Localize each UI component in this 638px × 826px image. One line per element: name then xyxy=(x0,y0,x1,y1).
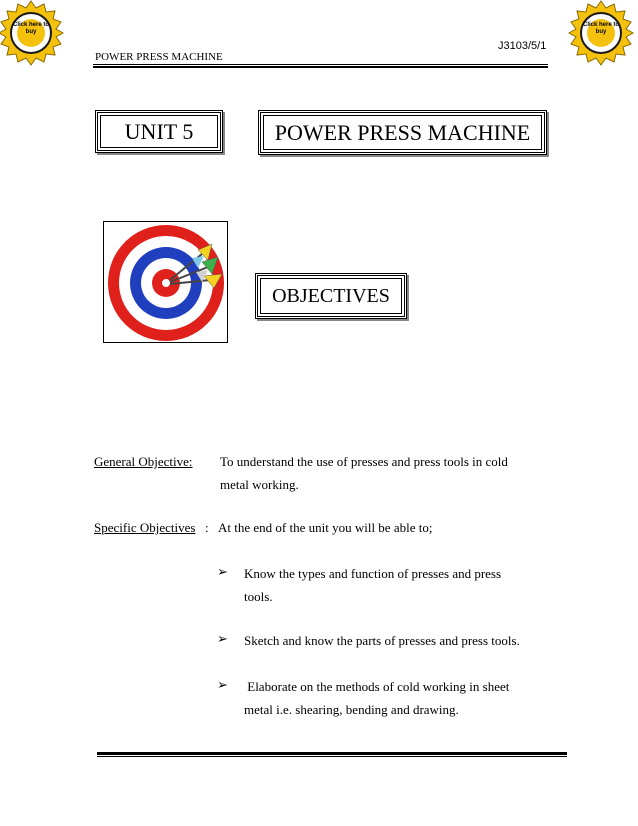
specific-objectives-colon: : xyxy=(205,520,209,535)
bullet-3-line1: Elaborate on the methods of cold working in sheet xyxy=(244,679,510,694)
specific-objectives-label: Specific Objectives xyxy=(94,520,196,535)
abbyy-seal-right[interactable] xyxy=(568,0,634,66)
objectives-heading: OBJECTIVES xyxy=(272,284,390,307)
abbyy-seal-left[interactable] xyxy=(0,0,64,66)
bullet-2-line1: Sketch and know the parts of presses and press tools. xyxy=(244,633,520,648)
general-objective-line2: metal working. xyxy=(220,477,299,492)
header-title: POWER PRESS MACHINE xyxy=(95,51,223,63)
footer-divider xyxy=(97,752,567,757)
dartboard-icon xyxy=(104,222,227,342)
header-divider xyxy=(93,64,548,68)
bullet-1-line1: Know the types and function of presses and press xyxy=(244,566,502,581)
unit-label-box xyxy=(95,110,223,153)
objectives-heading-box xyxy=(255,273,407,319)
general-objective-label: General Objective: xyxy=(94,454,193,469)
seal-text: Click here to buy xyxy=(12,22,49,35)
general-objective-line1: To understand the use of presses and press tools in cold xyxy=(220,454,508,469)
arrow-bullet-icon: ➢ xyxy=(217,565,228,580)
arrow-bullet-icon: ➢ xyxy=(217,632,228,647)
document-code: J3103/5/1 xyxy=(498,40,547,52)
seal-text: Click here to buy xyxy=(582,22,619,35)
target-image xyxy=(103,221,228,343)
specific-objectives-intro: At the end of the unit you will be able to; xyxy=(218,520,433,535)
arrow-bullet-icon: ➢ xyxy=(217,678,228,693)
unit-title: POWER PRESS MACHINE xyxy=(274,119,531,145)
bullet-1-line2: tools. xyxy=(244,589,273,604)
bullet-3-line2: metal i.e. shearing, bending and drawing. xyxy=(244,702,459,717)
unit-title-box xyxy=(258,110,547,155)
unit-label: UNIT 5 xyxy=(124,118,194,144)
